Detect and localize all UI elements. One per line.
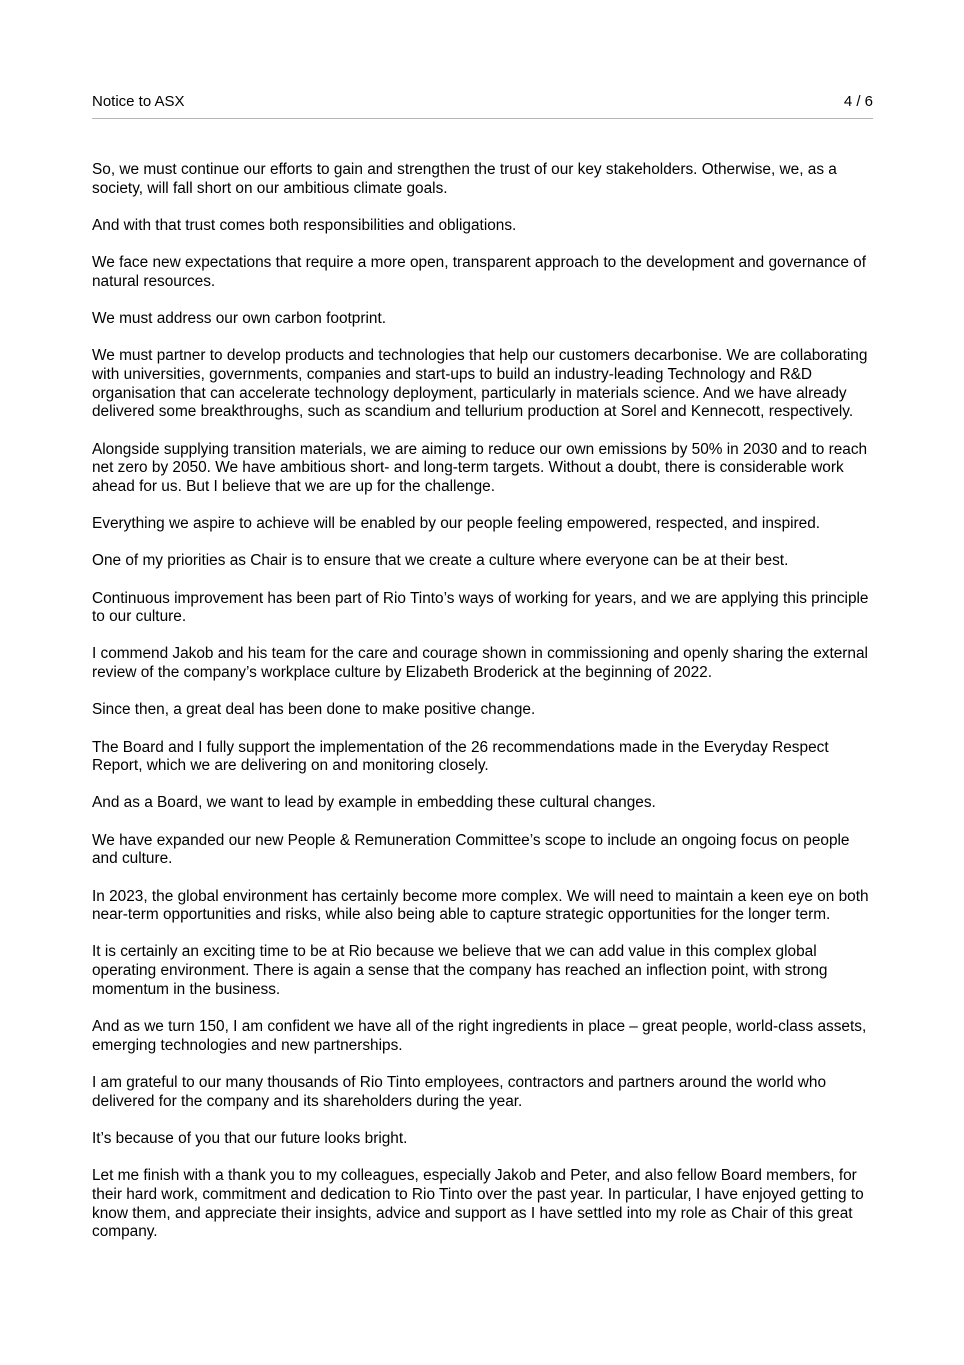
document-body (92, 161, 873, 1260)
paragraph: I commend Jakob and his team for the care and courage shown in commissioning and openly sharing the external review of the company’s workplace culture by Elizabeth Broderick at the beginning of 2022. (92, 645, 868, 682)
paragraph: Continuous improvement has been part of Rio Tinto’s ways of working for years, and we are applying this principle to our culture. (92, 589, 869, 626)
paragraph: We must address our own carbon footprint. (92, 310, 386, 328)
paragraph: And with that trust comes both responsibilities and obligations. (92, 216, 517, 234)
paragraph: And as a Board, we want to lead by example in embedding these cultural changes. (92, 794, 656, 812)
paragraph: Alongside supplying transition materials, we are aiming to reduce our own emissions by 50% in 2030 and to reach net zero by 2050. We have ambitious short- and long-term targets. Without a doubt, there is considerable work ahead for us. But I believe that we are up for the challenge. (92, 440, 868, 495)
paragraph: I am grateful to our many thousands of Rio Tinto employees, contractors and partners around the world who delivered for the company and its shareholders during the year. (92, 1074, 827, 1110)
paragraph: One of my priorities as Chair is to ensure that we create a culture where everyone can be at their best. (92, 552, 789, 570)
paragraph: It is certainly an exciting time to be at Rio because we believe that we can add value in this complex global operating environment. There is again a sense that the company has reached an inflection point, with strong momentum in the business. (92, 943, 828, 998)
paragraph: We have expanded our new People & Remuneration Committee’s scope to include an ongoing focus on people and culture. (92, 831, 850, 868)
paragraph: In 2023, the global environment has certainly become more complex. We will need to maintain a keen eye on both near-term opportunities and risks, while also being able to capture strategic opportunities for the longer term. (92, 887, 869, 924)
paragraph: We must partner to develop products and technologies that help our customers decarbonise. We are collaborating with universities, governments, companies and start-ups to build an industry-leading Technology and R&D organisation that can accelerate technology deployment, particularly in materials science. And we have already delivered some breakthroughs, such as scandium and tellurium production at Sorel and Kennecott, respectively. (92, 347, 868, 421)
paragraph: The Board and I fully support the implementation of the 26 recommendations made in the Everyday Respect Report, which we are delivering on and monitoring closely. (92, 738, 829, 775)
paragraph: Let me finish with a thank you to my colleagues, especially Jakob and Peter, and also fellow Board members, for their hard work, commitment and dedication to Rio Tinto over the past year. In particular, I have enjoyed getting to know them, and appreciate their insights, advice and support as I have settled into my role as Chair of this great company. (92, 1167, 864, 1241)
header-title: Notice to ASX (92, 93, 185, 110)
page-number: 4 / 6 (843, 93, 873, 110)
paragraph: It’s because of you that our future looks bright. (92, 1129, 408, 1147)
paragraph: Since then, a great deal has been done to make positive change. (92, 701, 536, 719)
paragraph: We face new expectations that require a more open, transparent approach to the development and governance of natural resources. (92, 254, 867, 290)
paragraph: And as we turn 150, I am confident we have all of the right ingredients in place – great people, world-class assets, emerging technologies and new partnerships. (92, 1018, 867, 1054)
page-header (92, 92, 873, 119)
paragraph: Everything we aspire to achieve will be enabled by our people feeling empowered, respected, and inspired. (92, 515, 821, 533)
paragraph: So, we must continue our efforts to gain and strengthen the trust of our key stakeholders. Otherwise, we, as a society, will fall short on our ambitious climate goals. (92, 161, 837, 197)
